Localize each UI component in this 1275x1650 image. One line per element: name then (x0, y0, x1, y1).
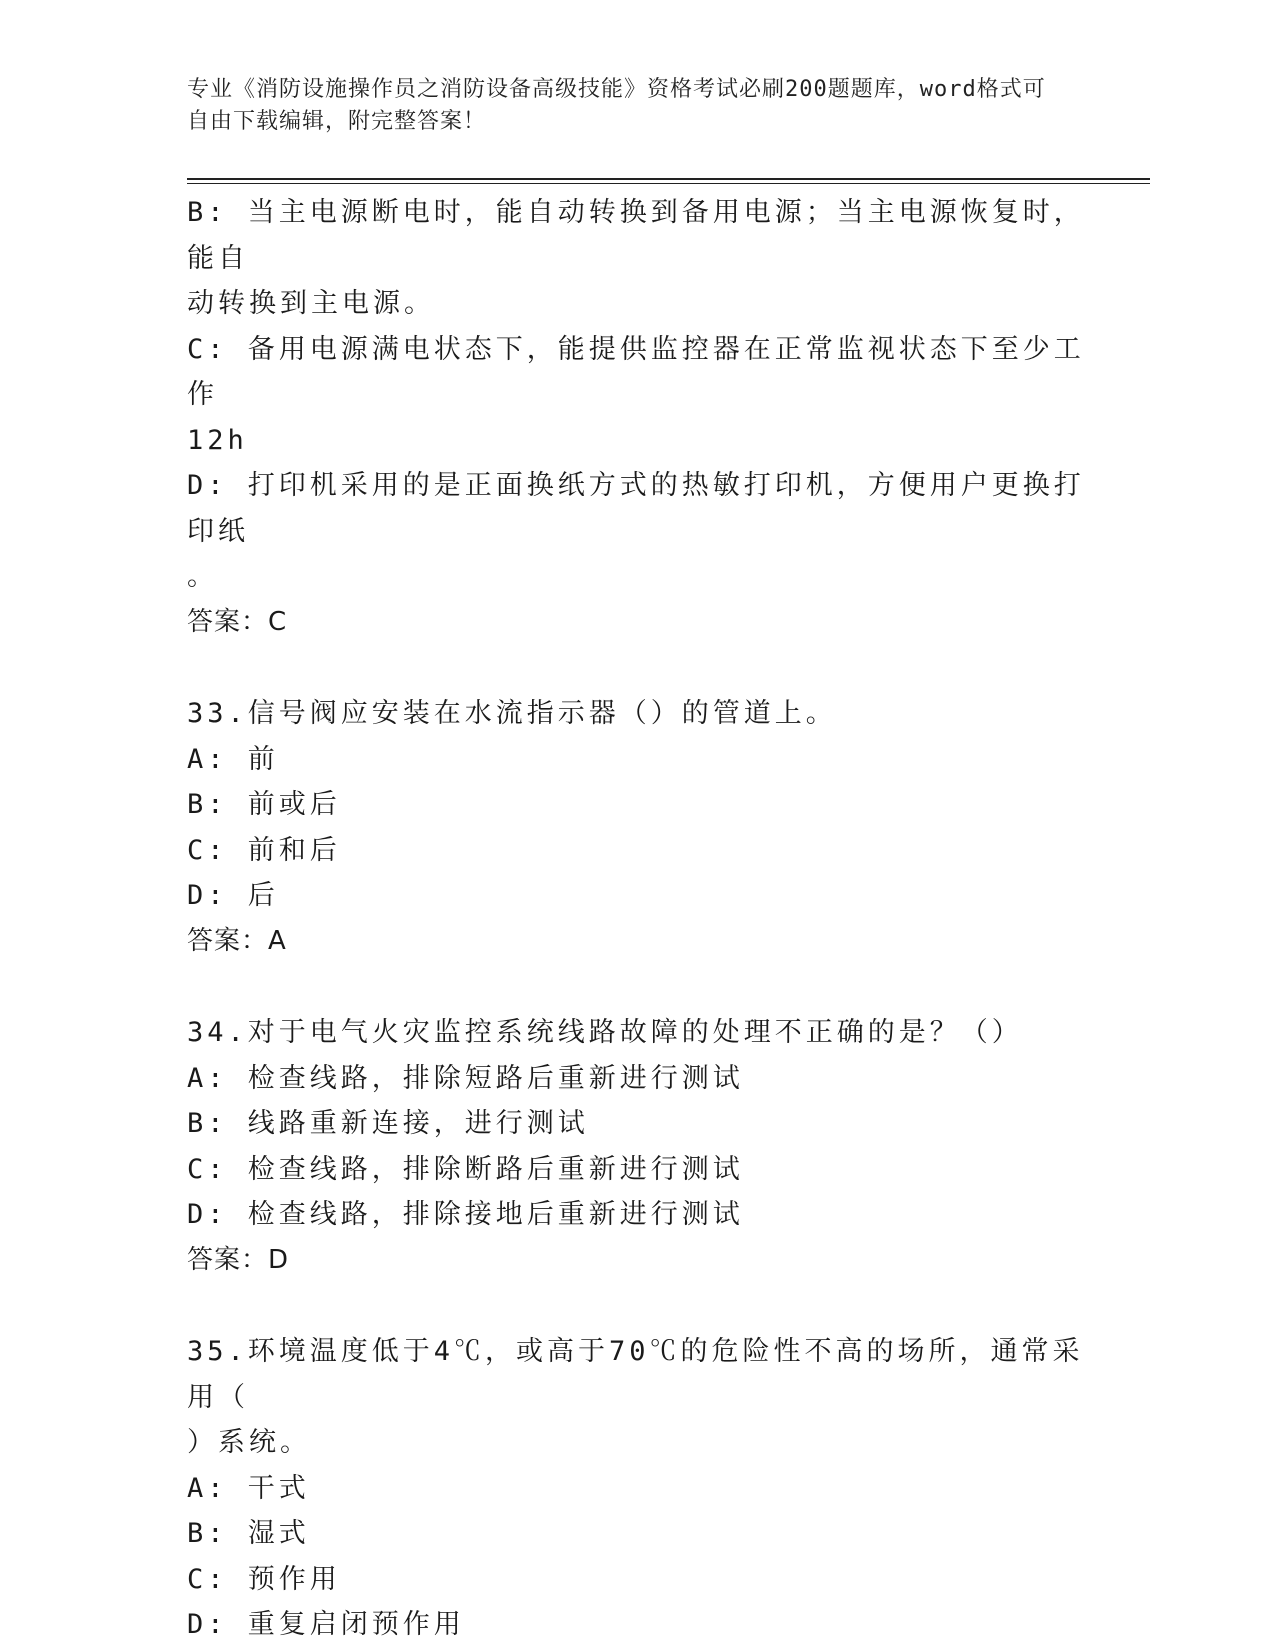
option-a: A: 前 (187, 743, 279, 775)
spacer (187, 645, 1087, 691)
option-c: C: 备用电源满电状态下，能提供监控器在正常监视状态下至少工作 (187, 333, 1085, 410)
question-text: 33.信号阀应安装在水流指示器（）的管道上。 (187, 698, 837, 729)
option-b: B: 线路重新连接，进行测试 (187, 1108, 589, 1139)
question-32-block (187, 190, 1087, 645)
option-b: B: 当主电源断电时，能自动转换到备用电源；当主电源恢复时，能自 (187, 197, 1085, 274)
question-text: 34.对于电气火灾监控系统线路故障的处理不正确的是？（） (187, 1017, 1023, 1048)
option-d: D: 后 (187, 880, 279, 911)
option-d: D: 打印机采用的是正面换纸方式的热敏打印机，方便用户更换打印纸 (187, 470, 1085, 547)
option-d: D: 重复启闭预作用 (187, 1609, 465, 1640)
document-header: 专业《消防设施操作员之消防设备高级技能》资格考试必刷200题题库，word格式可自由下载编辑，附完整答案！ (187, 77, 1046, 134)
answer-label: 答案：C (187, 606, 288, 637)
answer-label: 答案：A (187, 925, 287, 956)
option-c: C: 前和后 (187, 834, 341, 866)
question-content (187, 190, 1087, 1648)
option-b: B: 前或后 (187, 789, 341, 820)
option-a: A: 检查线路，排除短路后重新进行测试 (187, 1062, 744, 1094)
question-text-continued: ）系统。 (187, 1427, 311, 1458)
question-35-block (187, 1329, 1087, 1648)
question-text: 35.环境温度低于4℃，或高于70℃的危险性不高的场所，通常采用（ (187, 1336, 1084, 1413)
option-d-continued: 。 (187, 561, 218, 592)
question-34-block (187, 1010, 1087, 1283)
option-c: C: 预作用 (187, 1563, 341, 1595)
answer-label: 答案：D (187, 1244, 290, 1275)
option-a: A: 干式 (187, 1472, 310, 1504)
spacer (187, 1283, 1087, 1329)
question-33-block (187, 691, 1087, 964)
option-b: B: 湿式 (187, 1518, 310, 1549)
header-divider-thick (187, 178, 1150, 180)
option-c-continued: 12h (187, 424, 248, 456)
option-d: D: 检查线路，排除接地后重新进行测试 (187, 1199, 744, 1230)
spacer (187, 964, 1087, 1010)
option-c: C: 检查线路，排除断路后重新进行测试 (187, 1153, 744, 1185)
option-b-continued: 动转换到主电源。 (187, 288, 435, 319)
header-divider-thin (187, 183, 1150, 184)
